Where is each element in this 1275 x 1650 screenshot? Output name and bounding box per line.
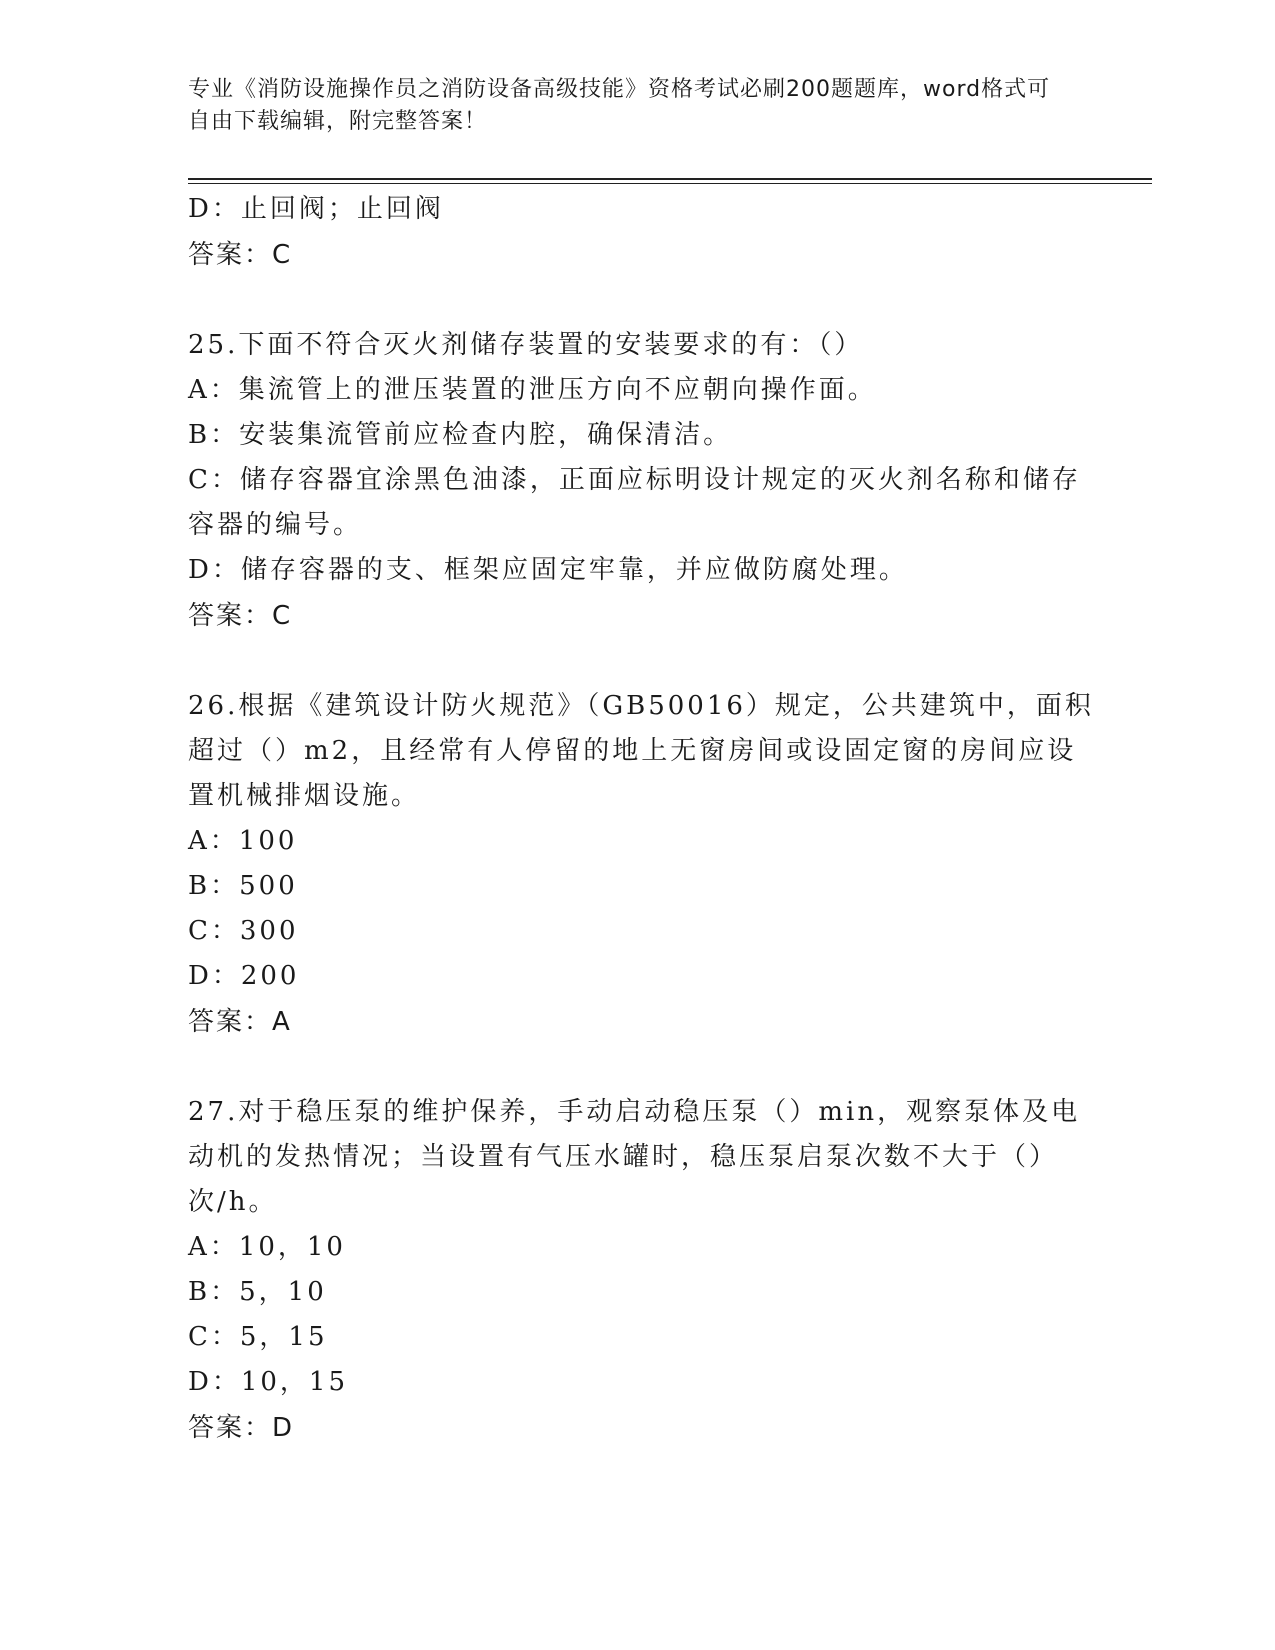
q25-option-a: A：集流管上的泄压装置的泄压方向不应朝向操作面。 xyxy=(188,375,877,405)
q27-option-d: D：10，15 xyxy=(188,1367,349,1397)
q27-stem-line1: 27.对于稳压泵的维护保养，手动启动稳压泵（）min，观察泵体及电 xyxy=(188,1097,1081,1127)
q27-stem-line3: 次/h。 xyxy=(188,1187,278,1217)
q26-option-c: C：300 xyxy=(188,916,299,946)
prev-answer: 答案：C xyxy=(188,240,293,270)
q25-option-c-line2: 容器的编号。 xyxy=(188,510,363,540)
header-rule-thin xyxy=(188,183,1152,184)
q26-stem-line3: 置机械排烟设施。 xyxy=(188,781,421,811)
page-header: 专业《消防设施操作员之消防设备高级技能》资格考试必刷200题题库，word格式可自由下载编辑，附完整答案！ xyxy=(188,77,1051,134)
q27-answer: 答案：D xyxy=(188,1413,295,1443)
q25-option-d: D：储存容器的支、框架应固定牢靠，并应做防腐处理。 xyxy=(188,555,908,585)
header-rule-thick xyxy=(188,178,1152,180)
q25-answer: 答案：C xyxy=(188,601,293,631)
q25-option-c-line1: C：储存容器宜涂黑色油漆，正面应标明设计规定的灭火剂名称和储存 xyxy=(188,465,1081,495)
q27-option-b: B：5，10 xyxy=(188,1277,327,1307)
q26-stem-line1: 26.根据《建筑设计防火规范》（GB50016）规定，公共建筑中，面积 xyxy=(188,691,1094,721)
q27-option-c: C：5，15 xyxy=(188,1322,328,1352)
q27-option-a: A：10，10 xyxy=(188,1232,346,1262)
q26-answer: 答案：A xyxy=(188,1007,292,1037)
q26-option-a: A：100 xyxy=(188,826,298,856)
q25-stem: 25.下面不符合灭火剂储存装置的安装要求的有：（） xyxy=(188,330,864,360)
q26-option-b: B：500 xyxy=(188,871,298,901)
q25-option-b: B：安装集流管前应检查内腔，确保清洁。 xyxy=(188,420,733,450)
q26-option-d: D：200 xyxy=(188,961,300,991)
q27-stem-line2: 动机的发热情况；当设置有气压水罐时，稳压泵启泵次数不大于（） xyxy=(188,1142,1059,1172)
q26-stem-line2: 超过（）m2，且经常有人停留的地上无窗房间或设固定窗的房间应设 xyxy=(188,736,1077,766)
prev-option-d: D：止回阀；止回阀 xyxy=(188,194,444,224)
